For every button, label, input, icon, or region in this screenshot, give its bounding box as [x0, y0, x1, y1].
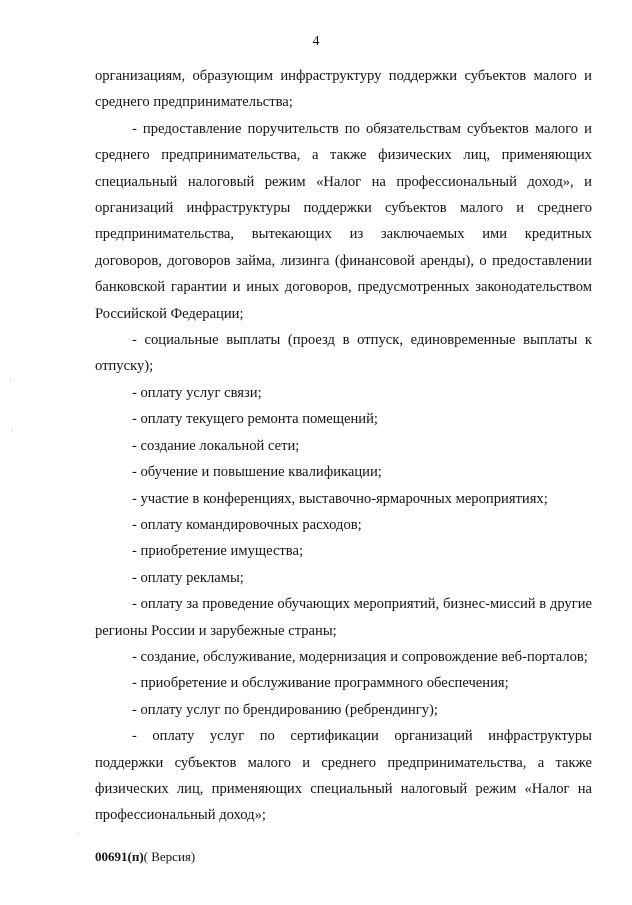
list-item-social-payments: - социальные выплаты (проезд в отпуск, единовременные выплаты к отпуску); — [95, 332, 592, 375]
document-body — [95, 63, 592, 829]
paragraph-continuation: организациям, образующим инфраструктуру поддержки субъектов малого и среднего предпринимательства; — [95, 68, 592, 111]
list-item-software: - приобретение и обслуживание программного обеспечения; — [132, 675, 509, 692]
list-item-travel: - оплату командировочных расходов; — [132, 516, 362, 533]
list-item-communication: - оплату услуг связи; — [132, 384, 262, 401]
list-item-conferences: - участие в конференциях, выставочно-ярмарочных мероприятиях; — [132, 490, 548, 507]
list-item-web-portals: - создание, обслуживание, модернизация и сопровождение веб-порталов; — [132, 648, 588, 665]
document-code: 00691(п) — [95, 849, 144, 864]
document-footer — [95, 849, 195, 865]
list-item-repair: - оплату текущего ремонта помещений; — [132, 411, 378, 428]
list-item-training: - обучение и повышение квалификации; — [132, 464, 382, 481]
scan-speck — [12, 430, 13, 431]
scan-speck — [10, 380, 11, 381]
list-item-property: - приобретение имущества; — [132, 543, 304, 560]
list-item-business-missions: - оплату за проведение обучающих мероприятий, бизнес-миссий в другие регионы России и зарубежные страны; — [95, 596, 592, 639]
scan-speck — [78, 833, 79, 834]
document-version: ( Версия) — [143, 849, 196, 864]
list-item-branding: - оплату услуг по брендированию (ребрендингу); — [132, 701, 438, 718]
list-item-certification: - оплату услуг по сертификации организаций инфраструктуры поддержки субъектов малого и среднего предпринимательства, а также физических лиц, применяющих специальный налоговый режим «Налог на профессиональный доход»; — [95, 728, 592, 824]
list-item-guarantees: - предоставление поручительств по обязательствам субъектов малого и среднего предпринимательства, а также физических лиц, применяющих специальный налоговый режим «Налог на профессиональный доход», и организаций инфраструктуры поддержки субъектов малого и среднего предпринимательства, вытекающих из заключаемых ими кредитных договоров, договоров займа, лизинга (финансовой аренды), о предоставлении банковской гарантии и иных договоров, предусмотренных законодательством Российской Федерации; — [95, 120, 592, 322]
list-item-local-network: - создание локальной сети; — [132, 437, 300, 454]
page-number: 4 — [312, 34, 320, 49]
list-item-advertising: - оплату рекламы; — [132, 569, 244, 586]
